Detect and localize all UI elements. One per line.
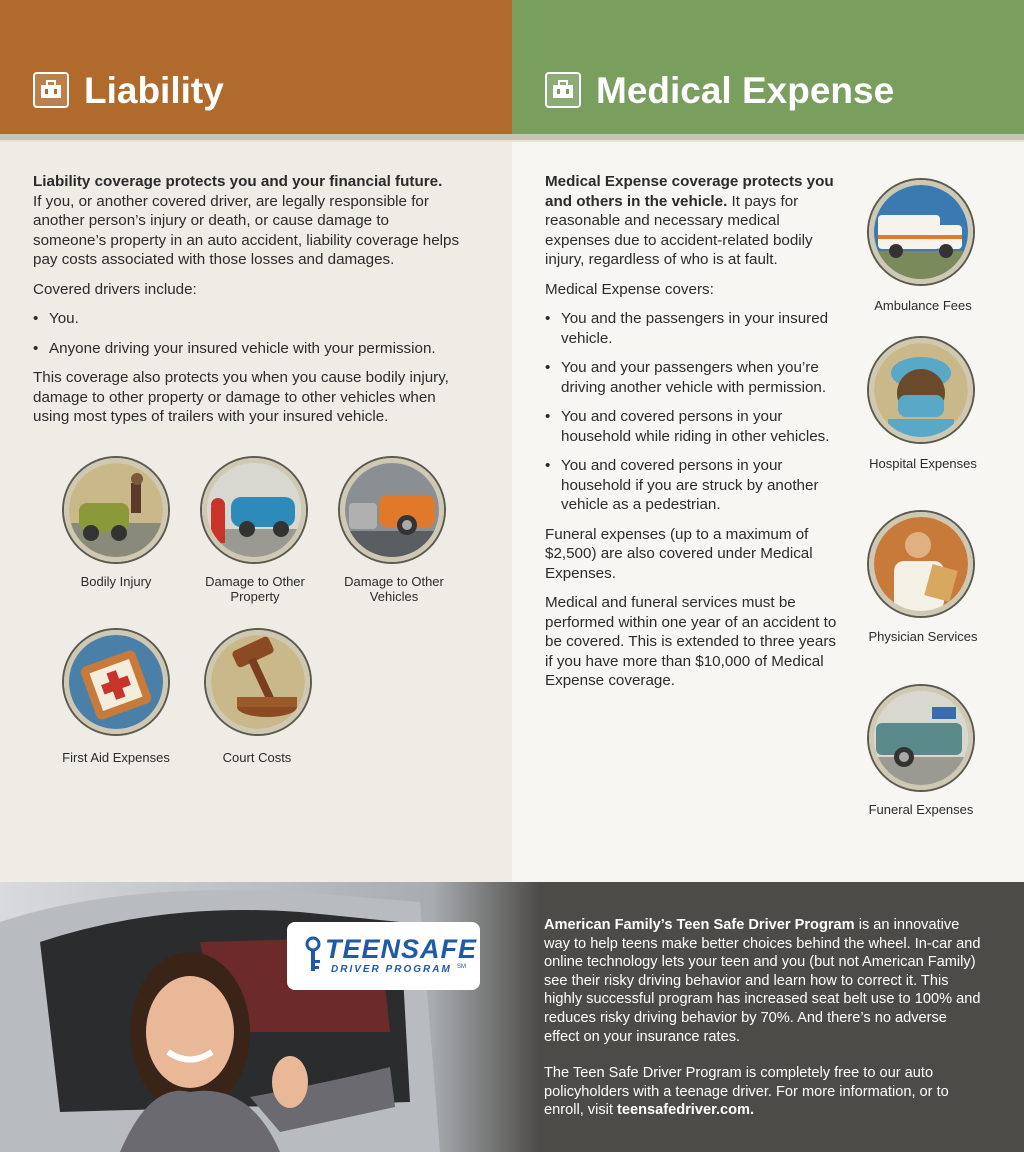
damage-to-vehicles-icon — [340, 458, 444, 562]
hospital-icon — [869, 338, 973, 442]
icon-caption: First Aid Expenses — [62, 750, 170, 765]
teen-safe-body — [544, 916, 984, 1138]
drivers-heading: Covered drivers include: — [33, 280, 197, 298]
teen-safe-link[interactable]: teensafedriver.com. — [617, 1102, 755, 1119]
first-aid-icon — [64, 630, 168, 734]
list-item: • You and your passengers when you’re driving another vehicle with permission. — [545, 358, 837, 397]
teen-safe-para2 — [544, 1064, 984, 1120]
icon-caption: Damage to Other Property — [205, 574, 305, 604]
icon-caption: Damage to Other Vehicles — [344, 574, 444, 604]
teen-safe-text: is an innovative way to help teens make better choices behind the wheel. In-car and online technology lets your teen and you (but not American Family) see their risky driving behavior and learn how to correct it. This highly successful program has increased seat belt use to 100% and reduces risky driving behavior by 70%. And there’s no adverse effect on your insurance rates. — [544, 917, 981, 1045]
medical-intro — [545, 172, 837, 270]
damage-to-property-icon — [202, 458, 306, 562]
medical-title: Medical Expense — [596, 70, 895, 111]
teen-safe-bold: American Family’s Teen Safe Driver Program — [544, 917, 855, 933]
liability-body — [33, 172, 463, 437]
list-item: • You and the passengers in your insured vehicle. — [545, 309, 837, 348]
icon-caption: Funeral Expenses — [868, 802, 974, 817]
icon-caption: Bodily Injury — [80, 574, 152, 589]
services-text: Medical and funeral services must be performed within one year of an accident to be covered. This is extended to three years if you have more than $10,000 of Medical Expense coverage. — [545, 594, 837, 689]
briefcase-icon — [545, 72, 581, 108]
teen-safe-text-2: The Teen Safe Driver Program is completely free to our auto policyholders with a teenage driver. For more information, or to enroll, visit — [544, 1065, 949, 1119]
bodily-injury-icon — [64, 458, 168, 562]
icon-caption: Hospital Expenses — [869, 456, 977, 471]
list-item: • You and covered persons in your household if you are struck by another vehicle as a pedestrian. — [545, 456, 837, 515]
liability-title: Liability — [84, 70, 224, 111]
teen-safe-para1 — [544, 916, 984, 1046]
liability-intro-bold: Liability coverage protects you and your financial future. — [33, 173, 443, 190]
teen-safe-logo — [287, 922, 480, 990]
icon-caption: Physician Services — [868, 629, 978, 644]
medical-header — [512, 0, 1024, 134]
medical-intro-bold: Medical Expense coverage protects you and others in the vehicle. — [545, 173, 834, 210]
liability-intro — [33, 172, 463, 270]
logo-sub-text: DRIVER PROGRAM — [331, 964, 452, 975]
ambulance-icon — [869, 180, 973, 284]
medical-intro-text: It pays for reasonable and necessary medical expenses due to accident-related bodily injury, regardless of who is at fault. — [545, 192, 813, 268]
physician-icon — [869, 512, 973, 616]
list-item: • You and covered persons in your household while riding in other vehicles. — [545, 407, 837, 446]
icon-caption: Court Costs — [222, 750, 292, 765]
liability-header — [0, 0, 512, 134]
briefcase-icon — [33, 72, 69, 108]
medical-body — [545, 172, 837, 701]
logo-mark: SM — [457, 964, 466, 970]
funeral-text: Funeral expenses (up to a maximum of $2,500) are also covered under Medical Expenses. — [545, 525, 813, 582]
hearse-icon — [869, 686, 973, 790]
liability-also-text: This coverage also protects you when you cause bodily injury, damage to other property or damage to other vehicles when using most types of trailers with your insured vehicle. — [33, 369, 449, 425]
covers-heading: Medical Expense covers: — [545, 280, 714, 298]
gavel-icon — [206, 630, 310, 734]
list-item: • You. — [33, 309, 463, 329]
icon-caption: Ambulance Fees — [874, 298, 972, 313]
list-item: • Anyone driving your insured vehicle with your permission. — [33, 339, 463, 359]
liability-intro-text: If you, or another covered driver, are legally responsible for another person’s injury or death, or cause damage to someone’s property in an auto accident, liability coverage helps pay costs associated with those losses and damages. — [33, 192, 460, 268]
logo-main-text: TEENSAFE — [325, 934, 478, 964]
